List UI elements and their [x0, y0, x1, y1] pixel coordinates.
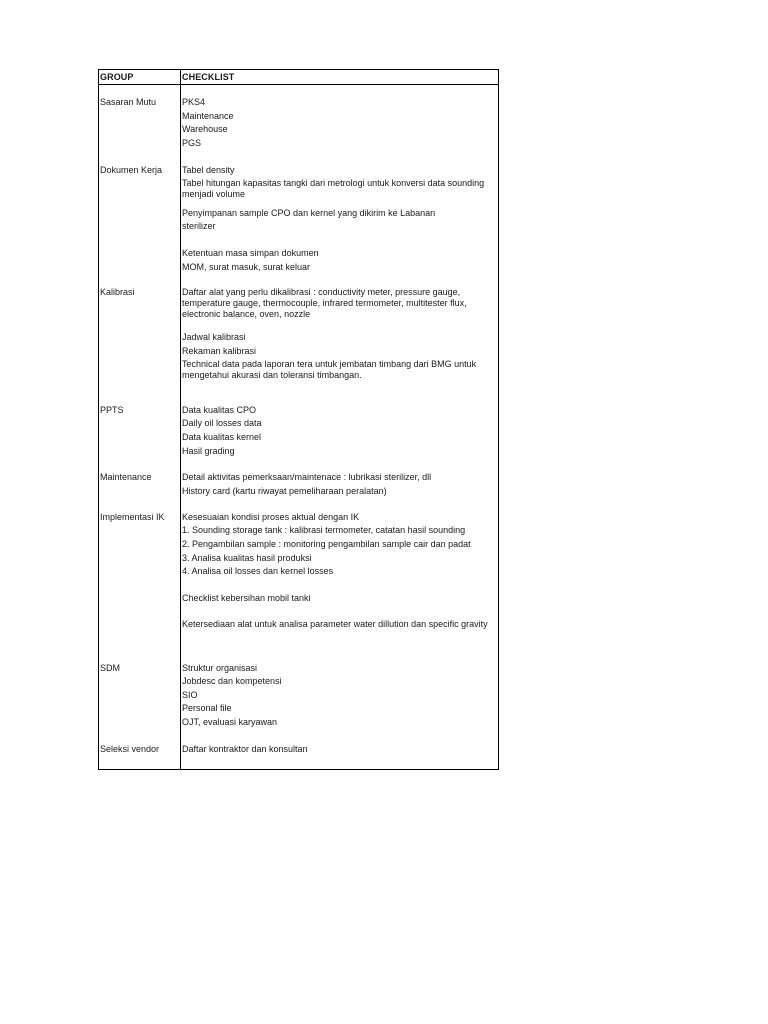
- list-item: Jobdesc dan kompetensi: [182, 676, 282, 686]
- list-item: PGS: [182, 138, 202, 148]
- header-divider: [99, 84, 498, 85]
- header-checklist: CHECKLIST: [182, 72, 235, 82]
- group-kalibrasi: Kalibrasi: [100, 287, 135, 297]
- group-maintenance: Maintenance: [100, 472, 152, 482]
- group-sdm: SDM: [100, 663, 120, 673]
- list-item: Checklist kebersihan mobil tanki: [182, 593, 311, 603]
- list-item: Tabel hitungan kapasitas tangki dari metrologi untuk konversi data sounding menjadi volume: [182, 178, 485, 199]
- checklist-table: [98, 69, 499, 770]
- group-dokumen-kerja: Dokumen Kerja: [100, 165, 163, 175]
- list-item: Tabel density: [182, 165, 235, 175]
- list-item: Daftar alat yang perlu dikalibrasi : conductivity meter, pressure gauge, temperature gauge, thermocouple, infrared termometer, multitester flux, electronic balance, oven, nozzle: [182, 287, 467, 319]
- list-item: SIO: [182, 690, 198, 700]
- header-group: GROUP: [100, 72, 134, 82]
- list-item: 1. Sounding storage tank : kalibrasi termometer, catatan hasil sounding: [182, 525, 466, 535]
- list-item: Personal file: [182, 703, 232, 713]
- group-implementasi-ik: Implementasi IK: [100, 512, 165, 522]
- list-item: Warehouse: [182, 124, 228, 134]
- list-item: Rekaman kalibrasi: [182, 346, 257, 356]
- list-item: MOM, surat masuk, surat keluar: [182, 262, 311, 272]
- list-item: sterilizer: [182, 221, 216, 231]
- list-item: 3. Analisa kualitas hasil produksi: [182, 553, 312, 563]
- list-item: History card (kartu riwayat pemeliharaan peralatan): [182, 486, 387, 496]
- list-item: PKS4: [182, 97, 206, 107]
- list-item: Detail aktivitas pemerksaan/maintenace : lubrikasi sterilizer, dll: [182, 472, 432, 482]
- group-sasaran-mutu: Sasaran Mutu: [100, 97, 157, 107]
- list-item: Data kualitas kernel: [182, 432, 262, 442]
- list-item: Maintenance: [182, 111, 234, 121]
- list-item: 2. Pengambilan sample : monitoring pengambilan sample cair dan padat: [182, 539, 471, 549]
- list-item: Daily oil losses data: [182, 418, 262, 428]
- group-seleksi-vendor: Seleksi vendor: [100, 744, 160, 754]
- list-item: Technical data pada laporan tera untuk jembatan timbang dari BMG untuk mengetahui akurasi dan toleransi timbangan.: [182, 359, 477, 380]
- list-item: Data kualitas CPO: [182, 405, 257, 415]
- list-item: Daftar kontraktor dan konsultan: [182, 744, 308, 754]
- list-item: Hasil grading: [182, 446, 235, 456]
- list-item: 4. Analisa oil losses dan kernel losses: [182, 566, 334, 576]
- list-item: Ketersediaan alat untuk analisa parameter water dillution dan specific gravity: [182, 619, 488, 629]
- list-item: Penyimpanan sample CPO dan kernel yang dikirim ke Labanan: [182, 208, 436, 218]
- list-item: Struktur organisasi: [182, 663, 258, 673]
- group-ppts: PPTS: [100, 405, 124, 415]
- list-item: OJT, evaluasi karyawan: [182, 717, 278, 727]
- list-item: Jadwal kalibrasi: [182, 332, 246, 342]
- list-item: Kesesuaian kondisi proses aktual dengan IK: [182, 512, 360, 522]
- column-divider: [180, 70, 181, 769]
- list-item: Ketentuan masa simpan dokumen: [182, 248, 319, 258]
